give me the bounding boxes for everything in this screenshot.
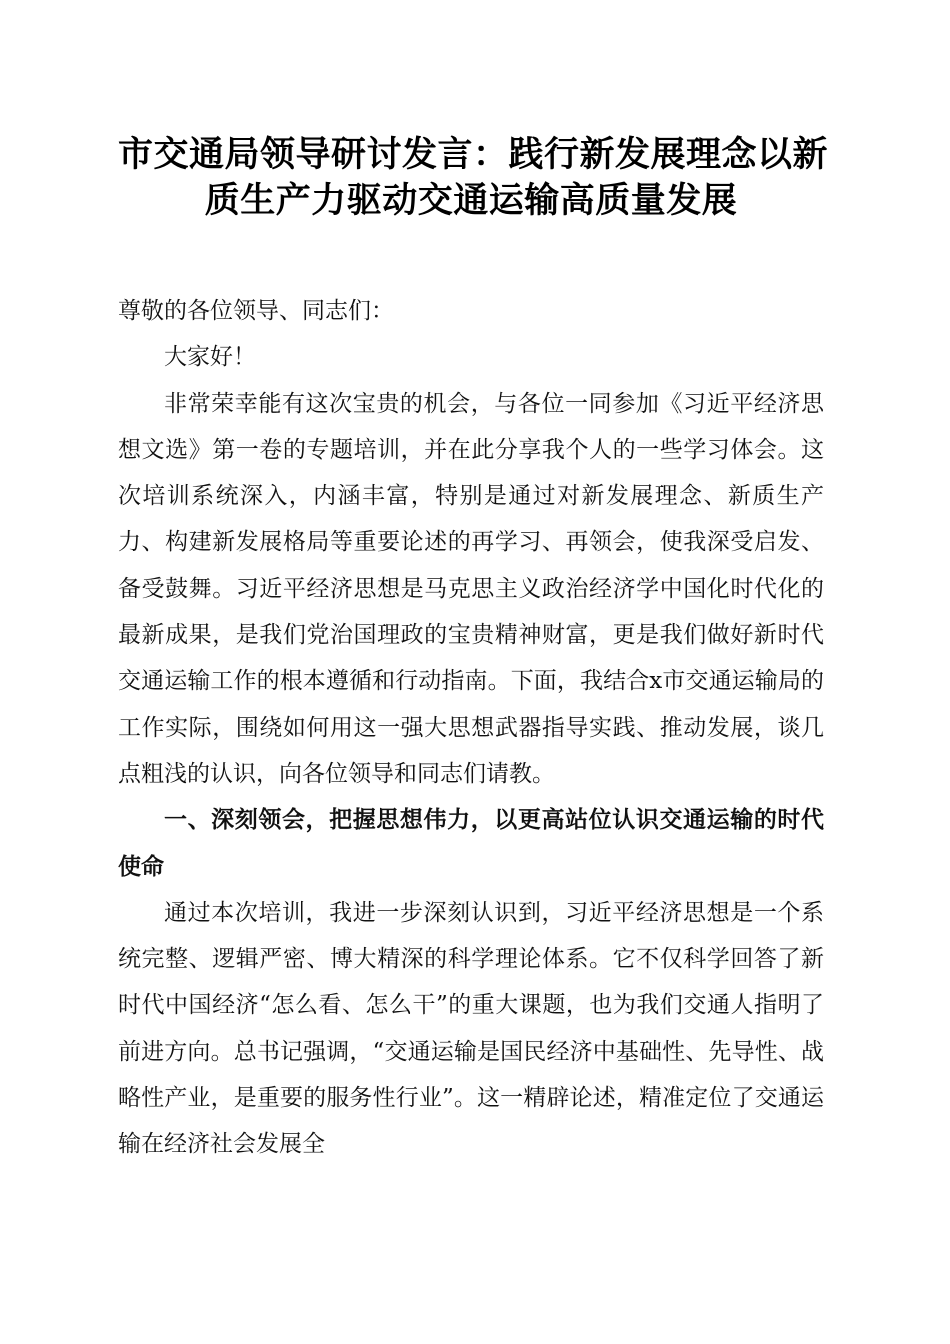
document-title: [118, 132, 829, 224]
section-heading-1: 一、深刻领会，把握思想伟力，以更高站位认识交通运输的时代使命: [118, 806, 824, 880]
document-page: [118, 132, 829, 1168]
salutation: 尊敬的各位领导、同志们：: [118, 298, 394, 324]
section-paragraph-1: 通过本次培训，我进一步深刻认识到，习近平经济思想是一个系统完整、逻辑严密、博大精深的科学理论体系。它不仅科学回答了新时代中国经济“怎么看、怎么干”的重大课题，也为我们交通人指明了前进方向。总书记强调，“交通运输是国民经济中基础性、先导性、战略性产业，是重要的服务性行业”。这一精辟论述，精准定位了交通运输在经济社会发展全: [118, 899, 824, 1158]
greeting: 大家好！: [164, 344, 256, 371]
title-line-1: 市交通局领导研讨发言：践行新发展理念以新: [118, 134, 829, 175]
title-line-2: 质生产力驱动交通运输高质量发展: [204, 180, 738, 221]
document-body: [118, 288, 824, 1168]
intro-paragraph: 非常荣幸能有这次宝贵的机会，与各位一同参加《习近平经济思想文选》第一卷的专题培训，并在此分享我个人的一些学习体会。这次培训系统深入，内涵丰富，特别是通过对新发展理念、新质生产力、构建新发展格局等重要论述的再学习、再领会，使我深受启发、备受鼓舞。习近平经济思想是马克思主义政治经济学中国化时代化的最新成果，是我们党治国理政的宝贵精神财富，更是我们做好新时代交通运输工作的根本遵循和行动指南。下面，我结合x市交通运输局的工作实际，围绕如何用这一强大思想武器指导实践、推动发展，谈几点粗浅的认识，向各位领导和同志们请教。: [118, 390, 824, 787]
